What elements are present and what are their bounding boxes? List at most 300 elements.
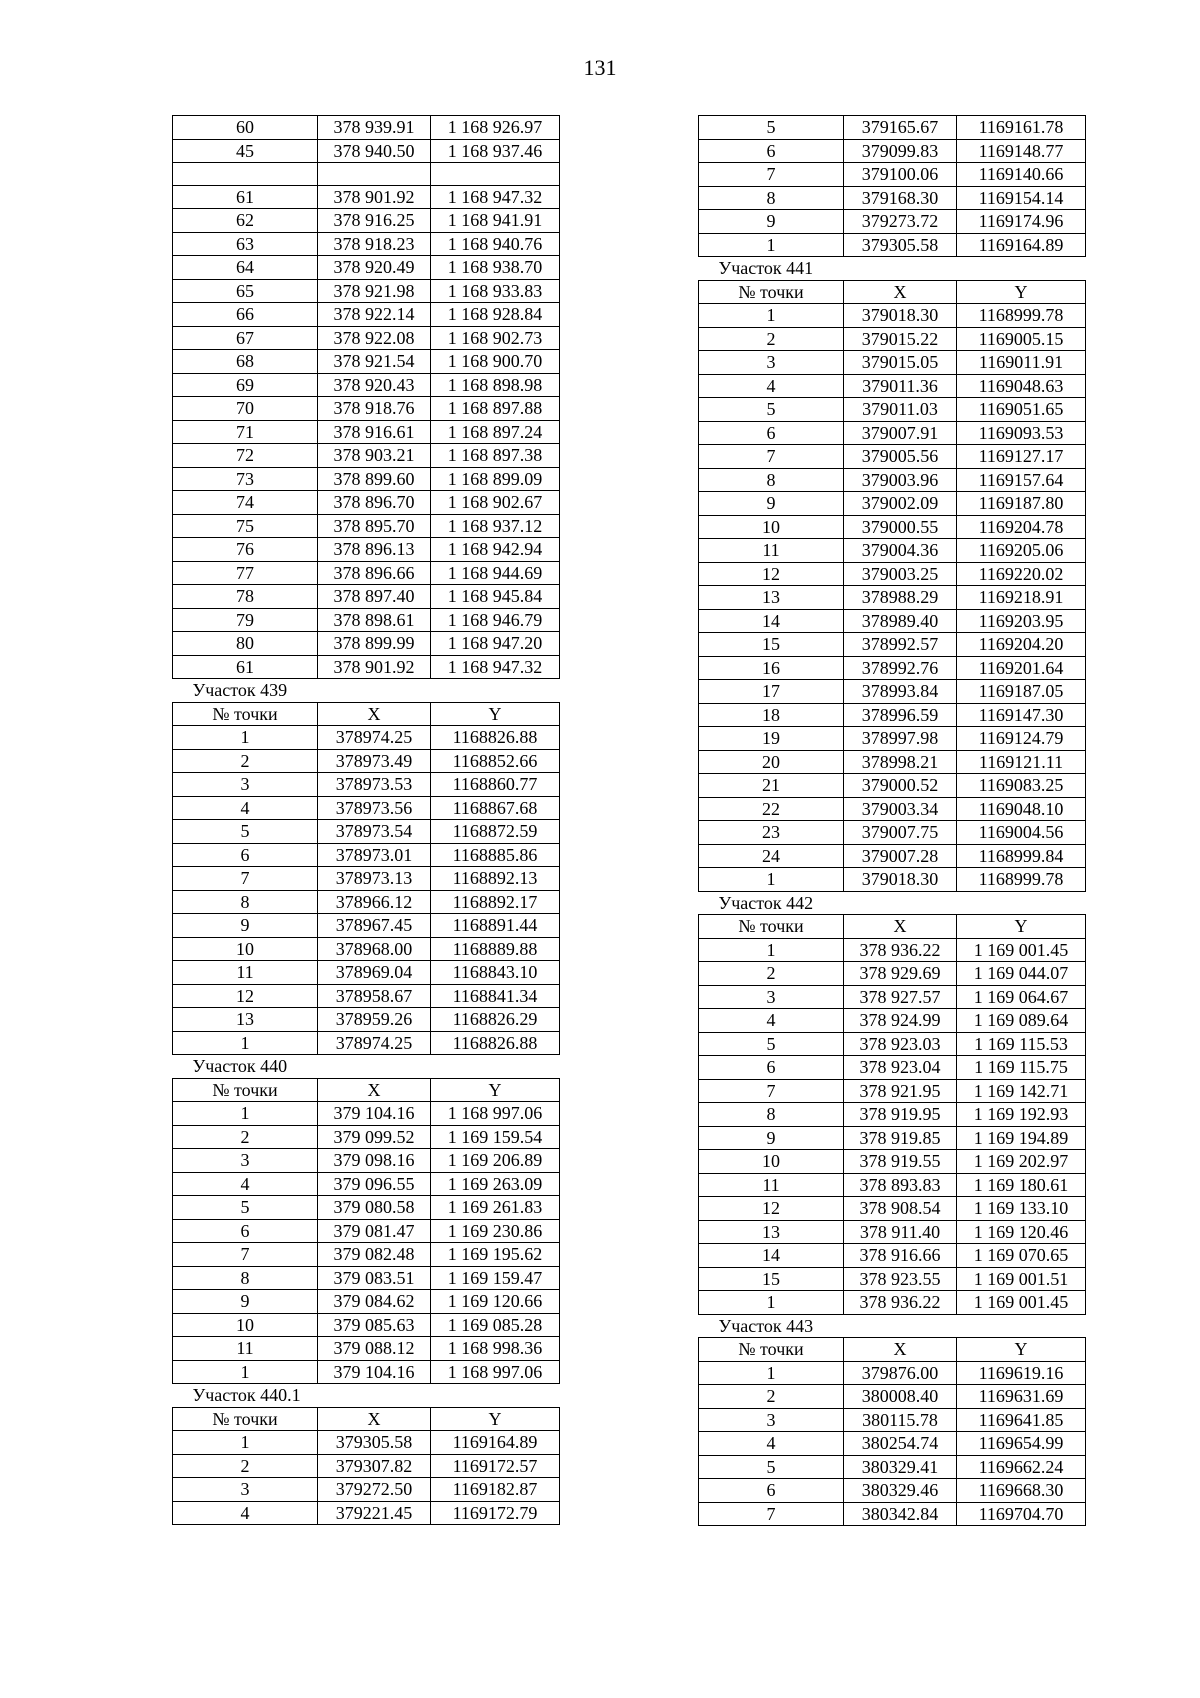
table-row	[173, 1454, 560, 1478]
x-coordinate-cell: 378 923.55	[844, 1267, 957, 1291]
table-row	[699, 374, 1086, 398]
table-row	[699, 351, 1086, 375]
x-coordinate-cell: 378 922.08	[318, 326, 431, 350]
y-coordinate-cell: 1169201.64	[957, 656, 1086, 680]
table-row	[173, 937, 560, 961]
point-number-cell: 8	[699, 468, 844, 492]
table-row	[699, 1150, 1086, 1174]
point-number-cell: 9	[699, 492, 844, 516]
point-number-cell: 13	[699, 1220, 844, 1244]
point-number-cell: 9	[699, 1126, 844, 1150]
table-row	[699, 656, 1086, 680]
table-row	[173, 843, 560, 867]
table-row	[699, 1361, 1086, 1385]
y-coordinate-cell: 1168843.10	[431, 961, 560, 985]
point-number-cell: 7	[699, 163, 844, 187]
table-row	[699, 938, 1086, 962]
x-coordinate-cell: 378 911.40	[844, 1220, 957, 1244]
table-row	[699, 703, 1086, 727]
table-row	[699, 1032, 1086, 1056]
table-row	[699, 1432, 1086, 1456]
x-coordinate-cell: 378988.29	[844, 586, 957, 610]
point-number-cell: 6	[173, 843, 318, 867]
table-row	[699, 163, 1086, 187]
x-coordinate-cell: 379007.28	[844, 844, 957, 868]
table-row	[699, 1173, 1086, 1197]
y-coordinate-cell: 1168999.78	[957, 304, 1086, 328]
x-coordinate-cell: 379018.30	[844, 304, 957, 328]
empty-cell	[431, 1384, 560, 1408]
table-row	[173, 397, 560, 421]
point-number-cell: 69	[173, 373, 318, 397]
x-coordinate-cell: 379007.91	[844, 421, 957, 445]
y-coordinate-cell: 1 169 085.28	[431, 1313, 560, 1337]
point-number-cell: 16	[699, 656, 844, 680]
table-row	[699, 1479, 1086, 1503]
y-coordinate-cell: 1169187.05	[957, 680, 1086, 704]
x-coordinate-cell: 378989.40	[844, 609, 957, 633]
y-coordinate-cell: 1 168 902.67	[431, 491, 560, 515]
x-coordinate-cell: 378974.25	[318, 726, 431, 750]
point-number-cell: 3	[699, 1408, 844, 1432]
x-coordinate-cell: 380342.84	[844, 1502, 957, 1526]
page-number: 131	[583, 55, 617, 80]
table-row	[173, 209, 560, 233]
x-coordinate-cell: 380329.41	[844, 1455, 957, 1479]
point-number-cell: 67	[173, 326, 318, 350]
empty-cell	[957, 891, 1086, 915]
table-row	[699, 1455, 1086, 1479]
point-number-cell: 1	[173, 726, 318, 750]
point-number-cell: 5	[699, 1455, 844, 1479]
section-title: Участок 441	[718, 258, 814, 278]
y-coordinate-cell: 1 168 897.38	[431, 444, 560, 468]
table-row	[699, 680, 1086, 704]
x-coordinate-cell: 379003.34	[844, 797, 957, 821]
table-row	[173, 1008, 560, 1032]
y-coordinate-cell: 1168892.13	[431, 867, 560, 891]
point-number-cell: 3	[699, 351, 844, 375]
point-number-cell: 6	[699, 1479, 844, 1503]
table-row	[173, 1431, 560, 1455]
x-coordinate-cell: 378 918.23	[318, 232, 431, 256]
x-coordinate-cell: 379273.72	[844, 210, 957, 234]
y-coordinate-cell: 1169220.02	[957, 562, 1086, 586]
table-row	[173, 961, 560, 985]
point-number-cell: 3	[173, 773, 318, 797]
empty-cell	[957, 1314, 1086, 1338]
point-number-cell: 78	[173, 585, 318, 609]
point-number-cell: 24	[699, 844, 844, 868]
point-number-cell: 1	[173, 1431, 318, 1455]
table-row	[173, 256, 560, 280]
x-coordinate-cell: 378969.04	[318, 961, 431, 985]
y-coordinate-cell: 1 169 001.45	[957, 1291, 1086, 1315]
x-coordinate-cell: 378968.00	[318, 937, 431, 961]
point-number-cell: 21	[699, 774, 844, 798]
table-row	[173, 1031, 560, 1055]
x-coordinate-cell: 379004.36	[844, 539, 957, 563]
table-row	[173, 726, 560, 750]
table-row	[173, 303, 560, 327]
table-row	[699, 562, 1086, 586]
y-coordinate-cell: 1168889.88	[431, 937, 560, 961]
point-number-cell: 23	[699, 821, 844, 845]
point-number-cell: 4	[699, 1432, 844, 1456]
y-coordinate-cell: 1169205.06	[957, 539, 1086, 563]
table-row	[699, 1079, 1086, 1103]
empty-cell	[844, 1314, 957, 1338]
y-coordinate-cell: 1168826.88	[431, 726, 560, 750]
x-coordinate-cell: 378 920.43	[318, 373, 431, 397]
point-number-cell: 7	[699, 445, 844, 469]
table-row	[699, 327, 1086, 351]
section-title-row	[173, 679, 560, 703]
section-title-row	[173, 1055, 560, 1079]
x-coordinate-cell: 379011.36	[844, 374, 957, 398]
y-coordinate-cell: 1 169 230.86	[431, 1219, 560, 1243]
empty-cell	[431, 1055, 560, 1079]
table-row	[173, 1149, 560, 1173]
point-number-cell: 3	[173, 1149, 318, 1173]
point-number-cell: 2	[699, 327, 844, 351]
point-number-cell: 15	[699, 1267, 844, 1291]
y-coordinate-cell: 1 168 944.69	[431, 561, 560, 585]
point-number-cell: 6	[699, 421, 844, 445]
table-row	[699, 985, 1086, 1009]
y-coordinate-cell: 1 168 899.09	[431, 467, 560, 491]
x-coordinate-cell: 379015.22	[844, 327, 957, 351]
x-coordinate-cell: 378 923.04	[844, 1056, 957, 1080]
table-row	[173, 373, 560, 397]
x-coordinate-cell: 378973.49	[318, 749, 431, 773]
y-coordinate-cell: 1169654.99	[957, 1432, 1086, 1456]
column-header: № точки	[173, 1078, 318, 1102]
table-row	[699, 1502, 1086, 1526]
table-header-row	[699, 915, 1086, 939]
table-row	[173, 796, 560, 820]
x-coordinate-cell: 378 908.54	[844, 1197, 957, 1221]
point-number-cell: 72	[173, 444, 318, 468]
point-number-cell: 9	[173, 1290, 318, 1314]
y-coordinate-cell: 1169161.78	[957, 116, 1086, 140]
table-row	[699, 398, 1086, 422]
point-number-cell: 4	[173, 1501, 318, 1525]
column-header: X	[318, 1407, 431, 1431]
y-coordinate-cell: 1 168 937.46	[431, 139, 560, 163]
y-coordinate-cell: 1169048.10	[957, 797, 1086, 821]
y-coordinate-cell: 1 169 180.61	[957, 1173, 1086, 1197]
point-number-cell: 19	[699, 727, 844, 751]
y-coordinate-cell: 1168999.84	[957, 844, 1086, 868]
section-title: Участок 440.1	[192, 1385, 301, 1405]
y-coordinate-cell: 1 169 202.97	[957, 1150, 1086, 1174]
y-coordinate-cell: 1169668.30	[957, 1479, 1086, 1503]
table-row	[699, 868, 1086, 892]
point-number-cell: 9	[173, 914, 318, 938]
table-row	[173, 232, 560, 256]
x-coordinate-cell: 379 081.47	[318, 1219, 431, 1243]
table-row	[173, 1478, 560, 1502]
point-number-cell: 1	[699, 868, 844, 892]
x-coordinate-cell: 378966.12	[318, 890, 431, 914]
point-number-cell: 5	[173, 820, 318, 844]
point-number-cell: 2	[173, 1125, 318, 1149]
x-coordinate-cell: 378 920.49	[318, 256, 431, 280]
y-coordinate-cell: 1 168 946.79	[431, 608, 560, 632]
x-coordinate-cell: 378 919.95	[844, 1103, 957, 1127]
empty-cell	[431, 679, 560, 703]
point-number-cell: 65	[173, 279, 318, 303]
table-row	[173, 1266, 560, 1290]
point-number-cell: 1	[699, 1361, 844, 1385]
table-row	[173, 749, 560, 773]
x-coordinate-cell: 379272.50	[318, 1478, 431, 1502]
y-coordinate-cell: 1 168 897.24	[431, 420, 560, 444]
empty-cell	[844, 257, 957, 281]
x-coordinate-cell: 379 104.16	[318, 1360, 431, 1384]
y-coordinate-cell: 1 168 937.12	[431, 514, 560, 538]
point-number-cell: 5	[173, 1196, 318, 1220]
y-coordinate-cell: 1169157.64	[957, 468, 1086, 492]
x-coordinate-cell: 378 901.92	[318, 655, 431, 679]
x-coordinate-cell: 378 918.76	[318, 397, 431, 421]
x-coordinate-cell: 378959.26	[318, 1008, 431, 1032]
y-coordinate-cell: 1 169 001.45	[957, 938, 1086, 962]
point-number-cell: 8	[699, 186, 844, 210]
x-coordinate-cell: 379015.05	[844, 351, 957, 375]
x-coordinate-cell: 378 919.55	[844, 1150, 957, 1174]
y-coordinate-cell: 1168826.29	[431, 1008, 560, 1032]
y-coordinate-cell: 1 168 938.70	[431, 256, 560, 280]
point-number-cell: 3	[699, 985, 844, 1009]
point-number-cell: 5	[699, 398, 844, 422]
point-number-cell: 3	[173, 1478, 318, 1502]
y-coordinate-cell: 1 169 194.89	[957, 1126, 1086, 1150]
y-coordinate-cell: 1 169 261.83	[431, 1196, 560, 1220]
table-row	[173, 350, 560, 374]
point-number-cell: 71	[173, 420, 318, 444]
table-row	[173, 139, 560, 163]
point-number-cell: 76	[173, 538, 318, 562]
point-number-cell: 77	[173, 561, 318, 585]
y-coordinate-cell: 1 169 115.53	[957, 1032, 1086, 1056]
x-coordinate-cell: 379003.25	[844, 562, 957, 586]
column-header: X	[844, 1338, 957, 1362]
section-title-row	[699, 1314, 1086, 1338]
table-row	[173, 655, 560, 679]
point-number-cell: 1	[699, 304, 844, 328]
x-coordinate-cell: 379305.58	[844, 233, 957, 257]
y-coordinate-cell: 1169093.53	[957, 421, 1086, 445]
point-number-cell: 2	[699, 962, 844, 986]
point-number-cell: 75	[173, 514, 318, 538]
point-number-cell: 4	[173, 796, 318, 820]
table-row	[699, 1385, 1086, 1409]
table-row	[173, 1219, 560, 1243]
point-number-cell: 1	[173, 1031, 318, 1055]
y-coordinate-cell: 1 169 120.66	[431, 1290, 560, 1314]
y-coordinate-cell: 1 169 263.09	[431, 1172, 560, 1196]
column-header: Y	[431, 1078, 560, 1102]
table-row	[699, 844, 1086, 868]
table-row	[699, 421, 1086, 445]
point-number-cell: 12	[173, 984, 318, 1008]
x-coordinate-cell: 378 924.99	[844, 1009, 957, 1033]
table-row	[173, 561, 560, 585]
x-coordinate-cell: 379876.00	[844, 1361, 957, 1385]
point-number-cell: 14	[699, 609, 844, 633]
y-coordinate-cell: 1169204.78	[957, 515, 1086, 539]
y-coordinate-cell: 1169121.11	[957, 750, 1086, 774]
column-header: Y	[957, 280, 1086, 304]
y-coordinate-cell: 1169164.89	[431, 1431, 560, 1455]
table-row	[173, 185, 560, 209]
column-header: X	[318, 702, 431, 726]
point-number-cell: 61	[173, 655, 318, 679]
table-row	[699, 1291, 1086, 1315]
y-coordinate-cell: 1 169 070.65	[957, 1244, 1086, 1268]
x-coordinate-cell: 378 897.40	[318, 585, 431, 609]
x-coordinate-cell: 379 085.63	[318, 1313, 431, 1337]
point-number-cell: 6	[699, 139, 844, 163]
y-coordinate-cell: 1169174.96	[957, 210, 1086, 234]
y-coordinate-cell: 1 168 997.06	[431, 1360, 560, 1384]
y-coordinate-cell: 1169154.14	[957, 186, 1086, 210]
right-column	[698, 115, 1086, 1526]
table-row	[699, 233, 1086, 257]
y-coordinate-cell: 1169204.20	[957, 633, 1086, 657]
point-number-cell: 1	[173, 1360, 318, 1384]
y-coordinate-cell: 1 168 902.73	[431, 326, 560, 350]
section-title: Участок 440	[192, 1056, 288, 1076]
table-row	[699, 1408, 1086, 1432]
y-coordinate-cell: 1 168 940.76	[431, 232, 560, 256]
point-number-cell: 14	[699, 1244, 844, 1268]
table-row	[173, 1196, 560, 1220]
column-header: X	[318, 1078, 431, 1102]
x-coordinate-cell: 379000.52	[844, 774, 957, 798]
x-coordinate-cell: 379 084.62	[318, 1290, 431, 1314]
y-coordinate-cell: 1169048.63	[957, 374, 1086, 398]
point-number-cell: 12	[699, 562, 844, 586]
point-number-cell: 20	[699, 750, 844, 774]
point-number-cell: 17	[699, 680, 844, 704]
x-coordinate-cell: 380329.46	[844, 1479, 957, 1503]
table-row	[699, 186, 1086, 210]
point-number-cell: 62	[173, 209, 318, 233]
x-coordinate-cell: 378973.54	[318, 820, 431, 844]
y-coordinate-cell: 1169051.65	[957, 398, 1086, 422]
point-number-cell: 68	[173, 350, 318, 374]
y-coordinate-cell: 1 169 064.67	[957, 985, 1086, 1009]
point-number-cell: 1	[699, 1291, 844, 1315]
y-coordinate-cell: 1168852.66	[431, 749, 560, 773]
y-coordinate-cell: 1168999.78	[957, 868, 1086, 892]
x-coordinate-cell: 378 901.92	[318, 185, 431, 209]
x-coordinate-cell: 379 080.58	[318, 1196, 431, 1220]
table-row	[699, 750, 1086, 774]
table-row	[173, 632, 560, 656]
table-row	[173, 1501, 560, 1525]
y-coordinate-cell: 1169182.87	[431, 1478, 560, 1502]
y-coordinate-cell: 1 168 926.97	[431, 116, 560, 140]
y-coordinate-cell: 1 169 120.46	[957, 1220, 1086, 1244]
point-number-cell: 6	[173, 1219, 318, 1243]
table-row	[173, 326, 560, 350]
x-coordinate-cell: 378 896.13	[318, 538, 431, 562]
x-coordinate-cell: 378 921.98	[318, 279, 431, 303]
y-coordinate-cell: 1 169 192.93	[957, 1103, 1086, 1127]
point-number-cell: 1	[699, 233, 844, 257]
point-number-cell: 12	[699, 1197, 844, 1221]
point-number-cell	[173, 163, 318, 186]
x-coordinate-cell: 378973.56	[318, 796, 431, 820]
y-coordinate-cell: 1 168 942.94	[431, 538, 560, 562]
x-coordinate-cell: 378998.21	[844, 750, 957, 774]
point-number-cell: 18	[699, 703, 844, 727]
x-coordinate-cell: 379 083.51	[318, 1266, 431, 1290]
y-coordinate-cell: 1169164.89	[957, 233, 1086, 257]
empty-cell	[957, 257, 1086, 281]
table-row	[173, 867, 560, 891]
column-header: Y	[431, 1407, 560, 1431]
empty-cell	[318, 1055, 431, 1079]
y-coordinate-cell: 1169148.77	[957, 139, 1086, 163]
point-number-cell: 13	[699, 586, 844, 610]
point-number-cell: 61	[173, 185, 318, 209]
point-number-cell: 13	[173, 1008, 318, 1032]
table-row	[699, 116, 1086, 140]
point-number-cell: 4	[699, 1009, 844, 1033]
y-coordinate-cell: 1 168 900.70	[431, 350, 560, 374]
x-coordinate-cell: 378 919.85	[844, 1126, 957, 1150]
y-coordinate-cell: 1 169 089.64	[957, 1009, 1086, 1033]
point-number-cell: 80	[173, 632, 318, 656]
table-row	[699, 1244, 1086, 1268]
table-row	[173, 820, 560, 844]
x-coordinate-cell: 378 923.03	[844, 1032, 957, 1056]
table-row	[699, 515, 1086, 539]
section-title: Участок 443	[718, 1315, 814, 1336]
point-number-cell: 7	[699, 1502, 844, 1526]
x-coordinate-cell: 379005.56	[844, 445, 957, 469]
table-row	[173, 538, 560, 562]
table-row	[699, 210, 1086, 234]
table-row	[173, 444, 560, 468]
x-coordinate-cell: 378 940.50	[318, 139, 431, 163]
y-coordinate-cell: 1168872.59	[431, 820, 560, 844]
table-header-row	[699, 1338, 1086, 1362]
table-row	[699, 539, 1086, 563]
table-row	[173, 491, 560, 515]
table-row	[173, 1337, 560, 1361]
point-number-cell: 6	[699, 1056, 844, 1080]
point-number-cell: 8	[173, 1266, 318, 1290]
table-row	[173, 467, 560, 491]
x-coordinate-cell: 379018.30	[844, 868, 957, 892]
column-header: № точки	[173, 1407, 318, 1431]
table-row	[173, 1102, 560, 1126]
y-coordinate-cell: 1169005.15	[957, 327, 1086, 351]
y-coordinate-cell: 1169631.69	[957, 1385, 1086, 1409]
point-number-cell: 8	[699, 1103, 844, 1127]
y-coordinate-cell: 1 168 933.83	[431, 279, 560, 303]
point-number-cell: 7	[173, 867, 318, 891]
x-coordinate-cell: 379 096.55	[318, 1172, 431, 1196]
point-number-cell: 74	[173, 491, 318, 515]
x-coordinate-cell: 378 936.22	[844, 938, 957, 962]
